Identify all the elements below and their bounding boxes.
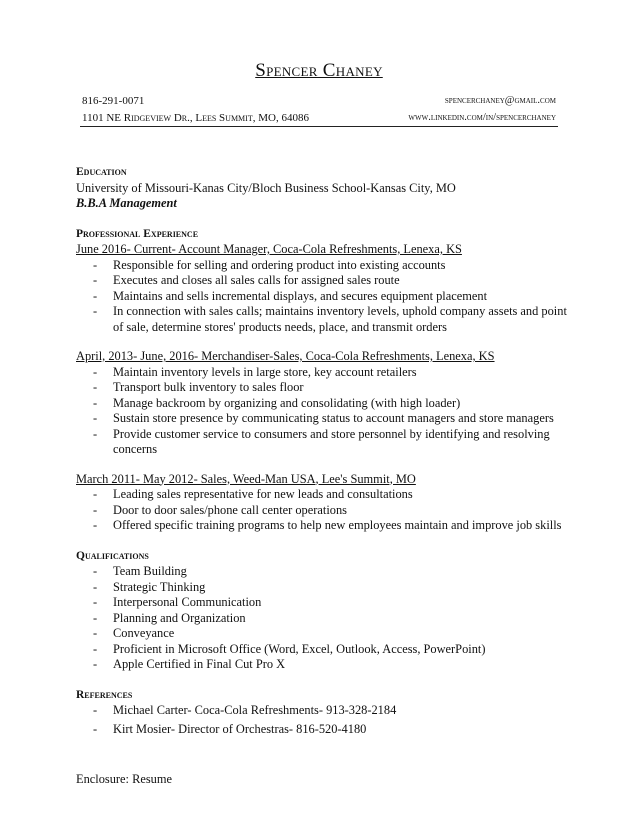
job-title: March 2011- May 2012- Sales, Weed-Man USA, Lee's Summit, MO [76, 471, 416, 486]
qualification-item: - Strategic Thinking [76, 580, 576, 596]
job-bullet: - Provide customer service to consumers and store personnel by identifying and resolving concerns [76, 427, 576, 458]
qualification-item: - Team Building [76, 564, 576, 580]
email-address: spencerchaney@gmail.com [444, 95, 556, 106]
references-heading: References [76, 688, 133, 701]
references-list [76, 703, 576, 737]
resume-name: Spencer Chaney [255, 60, 383, 81]
job-bullet: - Offered specific training programs to help new employees maintain and improve job skills [76, 518, 576, 534]
reference-item: - Kirt Mosier- Director of Orchestras- 816-520-4180 [76, 722, 576, 738]
job-bullet: - Leading sales representative for new leads and consultations [76, 487, 576, 503]
qualification-item: - Proficient in Microsoft Office (Word, Excel, Outlook, Access, PowerPoint) [76, 642, 576, 658]
job-bullet: - In connection with sales calls; maintains inventory levels, uphold company assets and point of sale, determine stores' products needs, place, and transmit orders [76, 304, 576, 335]
job-bullet: - Door to door sales/phone call center operations [76, 503, 576, 519]
job-bullets [76, 365, 576, 458]
job-bullet: - Executes and closes all sales calls for assigned sales route [76, 273, 576, 289]
education-heading: Education [76, 166, 127, 178]
job-bullets [76, 258, 576, 336]
job-bullet: - Transport bulk inventory to sales floor [76, 380, 576, 396]
job-bullet: - Manage backroom by organizing and consolidating (with high loader) [76, 396, 576, 412]
qualification-item: - Interpersonal Communication [76, 595, 576, 611]
enclosure-note: Enclosure: Resume [76, 772, 173, 786]
job-bullet: - Maintain inventory levels in large store, key account retailers [76, 365, 576, 381]
qualifications-list [76, 564, 576, 673]
qualifications-heading: Qualifications [76, 549, 149, 562]
job-title: April, 2013- June, 2016- Merchandiser-Sales, Coca-Cola Refreshments, Lenexa, KS [76, 349, 495, 363]
qualification-item: - Planning and Organization [76, 611, 576, 627]
resume-body [76, 165, 576, 740]
education-school: University of Missouri-Kanas City/Bloch Business School-Kansas City, MO [76, 180, 456, 195]
job-bullets [76, 487, 576, 534]
phone-number: 816-291-0071 [82, 95, 145, 107]
qualification-item: - Conveyance [76, 626, 576, 642]
qualification-item: - Apple Certified in Final Cut Pro X [76, 657, 576, 673]
education-degree: B.B.A Management [76, 196, 177, 210]
experience-heading: Professional Experience [76, 227, 199, 240]
job-bullet: - Maintains and sells incremental displays, and secures equipment placement [76, 289, 576, 305]
job-bullet: - Sustain store presence by communicating status to account managers and store managers [76, 411, 576, 427]
mailing-address: 1101 NE Ridgeview Dr., Lees Summit, MO, 64086 [82, 112, 309, 124]
header-divider [80, 126, 558, 127]
job-bullet: - Responsible for selling and ordering product into existing accounts [76, 258, 576, 274]
job-title: June 2016- Current- Account Manager, Coca-Cola Refreshments, Lenexa, KS [76, 242, 462, 256]
linkedin-url: www.linkedin.com/in/spencerchaney [408, 112, 556, 123]
reference-item: - Michael Carter- Coca-Cola Refreshments- 913-328-2184 [76, 703, 576, 719]
